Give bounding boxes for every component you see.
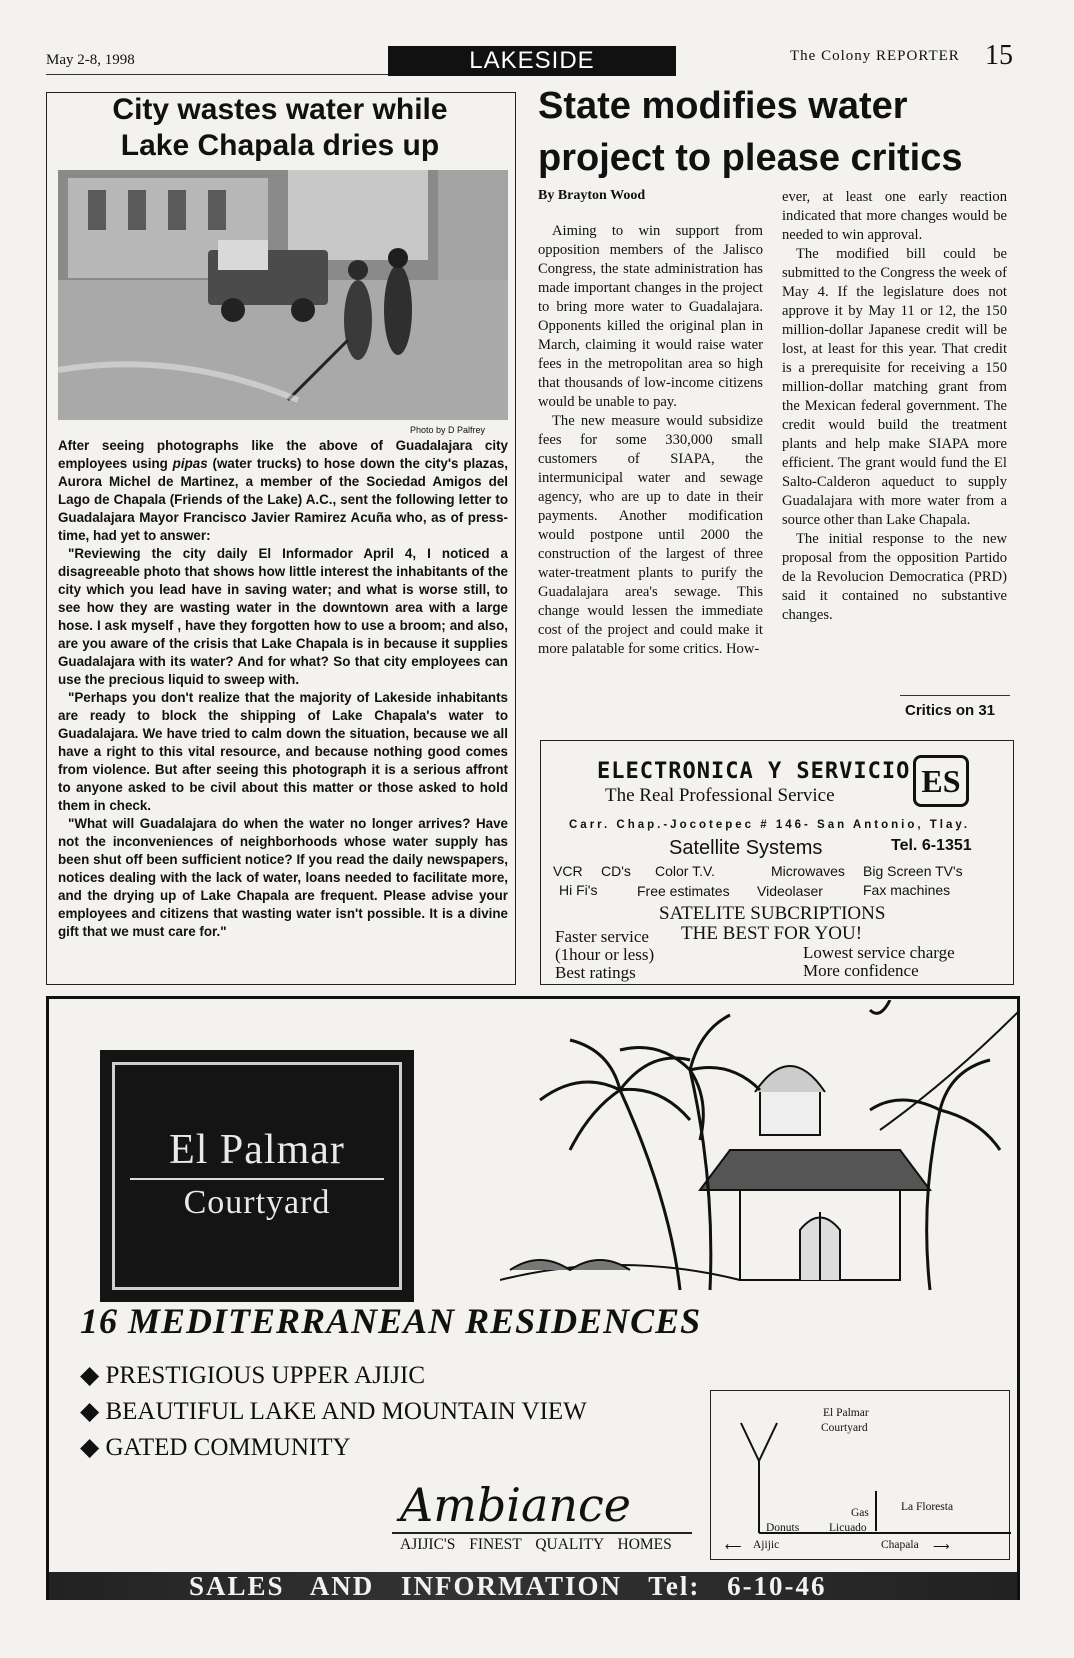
paragraph: "Reviewing the city daily El Informador April 4, I noticed a disagreeable photo that shows how little interest the inhabitants of the city which you lead have in saving water; and what is worse still, to see how they are wasting water in the downtown area with a large hose. I ask myself , have they forgotten how to use a broom; and also, are you aware of the crisis that Lake Chapala is in because it supplies Guadalajara with its water? And for what? So that city employees can use the precious liquid to sweep with. (58, 546, 508, 687)
map-label-licuado: Licuado (829, 1522, 867, 1534)
feature-bullet: ◆ PRESTIGIOUS UPPER AJIJIC (80, 1362, 425, 1389)
paragraph: "Perhaps you don't realize that the majority of Lakeside inhabitants are ready to block the shipping of Lake Chapala's water to Guadalajara. We have tried to calm down the situation, because we all have a right to this vital resource, and because nothing good comes from violence. But after seeing this photograph it is a serious affront to anyone asked to be civil about this matter or those asked to hold them in check. (58, 690, 508, 813)
paragraph: The new measure would subsidize fees for some 330,000 small customers of SIAPA, the intermunicipal water and sewage agency, who are up to date in their payments. Another modification would postpone until 2000 the construction of the largest of three water-treatment plants to purify the Guadalajara area's sewage. This change would lessen the immediate cost of the project and could make it more palatable for some critics. How- (538, 413, 763, 657)
photo-illustration (58, 170, 508, 420)
map-label: Courtyard (821, 1422, 868, 1434)
continued-jump-line: Critics on 31 (905, 702, 996, 719)
service-item: CD's (601, 863, 631, 879)
headline-line: project to please critics (538, 137, 963, 179)
bullet-text: BEAUTIFUL LAKE AND MOUNTAIN VIEW (105, 1398, 587, 1425)
headline-line: City wastes water while (112, 93, 448, 126)
section-banner: LAKESIDE (388, 46, 676, 76)
ad-feature: Best ratings (555, 963, 636, 982)
text: After seeing photographs like the above of Guadalajara city employees using (58, 438, 508, 471)
electronica-ad (540, 740, 1014, 985)
feature-bullet: ◆ GATED COMMUNITY (80, 1434, 351, 1461)
headline-line: State modifies water (538, 85, 908, 127)
left-story-headline (60, 92, 500, 164)
news-photo (58, 170, 508, 420)
issue-date: May 2-8, 1998 (46, 52, 135, 68)
photo-credit: Photo by D Palfrey (410, 425, 486, 435)
map-arrow-left-icon: ⟵ (725, 1541, 742, 1553)
headline-line: Lake Chapala dries up (120, 129, 440, 162)
ad-feature: Lowest service charge (803, 943, 955, 962)
map-label-ajijic: Ajijic (753, 1539, 780, 1551)
byline: By Brayton Wood (538, 188, 646, 203)
left-story-body (58, 437, 508, 941)
paragraph: The modified bill could be submitted to the Congress the week of May 4. If the legislature does not approve it by May 11 or 12, the 150 million-dollar Japanese credit will be lost, at least for this year. That credit is a prerequisite for receiving a 150 million-dollar matching grant from the Mexican federal government. The credit would build the treatment plants and help make SIAPA more efficient. The grant would fund the El Salto-Calderon aqueduct to supply Guadalajara with more water from a source other than Lake Chapala. (782, 246, 1007, 528)
service-item: Fax machines (863, 882, 951, 898)
bullet-text: PRESTIGIOUS UPPER AJIJIC (105, 1362, 425, 1389)
location-map (710, 1390, 1010, 1560)
plaque-rule (130, 1178, 384, 1180)
service-item: Color T.V. (655, 863, 715, 879)
map-label-chapala: Chapala (881, 1539, 919, 1551)
publication-name: The Colony REPORTER (790, 48, 960, 64)
residences-title: 16 MEDITERRANEAN RESIDENCES (80, 1301, 702, 1341)
ad-feature: (1hour or less) (555, 945, 655, 964)
ad-telephone: Tel. 6-1351 (891, 837, 972, 854)
paragraph: ever, at least one early reaction indicated that more changes would be needed to win approval. (782, 189, 1007, 243)
ambiance-rule (392, 1532, 692, 1534)
text: (water trucks) to hose down the city's plazas, Aurora Michel de Martinez, a member of the Sociedad Amigos del Lago de Chapala (Friends of the Lake) A.C., sent the following letter to Guadalajara Mayor Francisco Javier Ramirez Acuña who, as of press-time, had yet to answer: (58, 456, 508, 543)
text-italic: pipas (172, 456, 208, 471)
service-item: Big Screen TV's (863, 863, 963, 879)
map-label-donuts: Donuts (766, 1522, 800, 1534)
map-label: El Palmar (823, 1407, 869, 1419)
plaque-border (112, 1062, 402, 1290)
service-item: VCR (553, 863, 583, 879)
ad-satellite-heading: Satellite Systems (669, 837, 823, 859)
ad-slogan: THE BEST FOR YOU! (681, 923, 863, 944)
service-item: Videolaser (757, 883, 823, 899)
ad-feature: More confidence (803, 961, 919, 980)
sales-info-bar: SALES AND INFORMATION Tel: 6-10-46 (49, 1572, 1017, 1600)
plaque-subtitle: Courtyard (183, 1184, 331, 1221)
service-item: Microwaves (771, 863, 845, 879)
ad-address: Carr. Chap.-Jocotepec # 146- San Antonio, Tlay. (569, 819, 971, 831)
paragraph (58, 437, 508, 545)
paragraph: The initial response to the new proposal from the opposition Partido de la Revolucion Democratica (PRD) said it contained no substantive changes. (782, 531, 1007, 623)
palm-villa-drawing (500, 1000, 1020, 1300)
villa-illustration (500, 1000, 1020, 1300)
bullet-text: GATED COMMUNITY (105, 1434, 351, 1461)
es-logo-icon: ES (913, 755, 969, 807)
page-number: 15 (985, 40, 1013, 71)
feature-bullet: ◆ BEAUTIFUL LAKE AND MOUNTAIN VIEW (80, 1398, 587, 1425)
ambiance-tagline: AJIJIC'S FINEST QUALITY HOMES (400, 1536, 672, 1553)
story-column-1 (538, 222, 763, 659)
ad-subscriptions: SATELITE SUBCRIPTIONS (659, 903, 886, 924)
jump-rule (900, 695, 1010, 696)
paragraph: "What will Guadalajara do when the water no longer arrives? Have not the inconveniences of neighborhoods whose water supply has been shut off been sufficient notice? If you read the daily newspapers, notices dealing with the lack of water, loans needed to facilitate more, and the drying up of Lake Chapala are frequent. Please advise your employees and citizens that wasting water isn't possible. It is a divine gift that we must care for." (58, 816, 508, 939)
map-label-la-floresta: La Floresta (901, 1501, 954, 1513)
ad-feature: Faster service (555, 927, 649, 946)
el-palmar-plaque (100, 1050, 414, 1302)
map-label-gas: Gas (851, 1507, 869, 1519)
plaque-title: El Palmar (169, 1127, 345, 1173)
service-item: Free estimates (637, 883, 730, 899)
story-column-2 (782, 188, 1007, 625)
paragraph: Aiming to win support from opposition members of the Jalisco Congress, the state administration has made important changes in the project to bring more water to Guadalajara. Opponents killed the original plan in March, claiming it would raise water fees in the metropolitan area so high that thousands of low-income citizens would be unable to pay. (538, 223, 763, 410)
ambiance-logo: Ambiance (400, 1478, 632, 1532)
map-arrow-right-icon: ⟶ (933, 1541, 950, 1553)
service-item: Hi Fi's (559, 882, 598, 898)
right-story-headline (538, 80, 1038, 184)
ad-business-name: ELECTRONICA Y SERVICIO (597, 759, 911, 784)
ad-tagline: The Real Professional Service (605, 785, 835, 806)
